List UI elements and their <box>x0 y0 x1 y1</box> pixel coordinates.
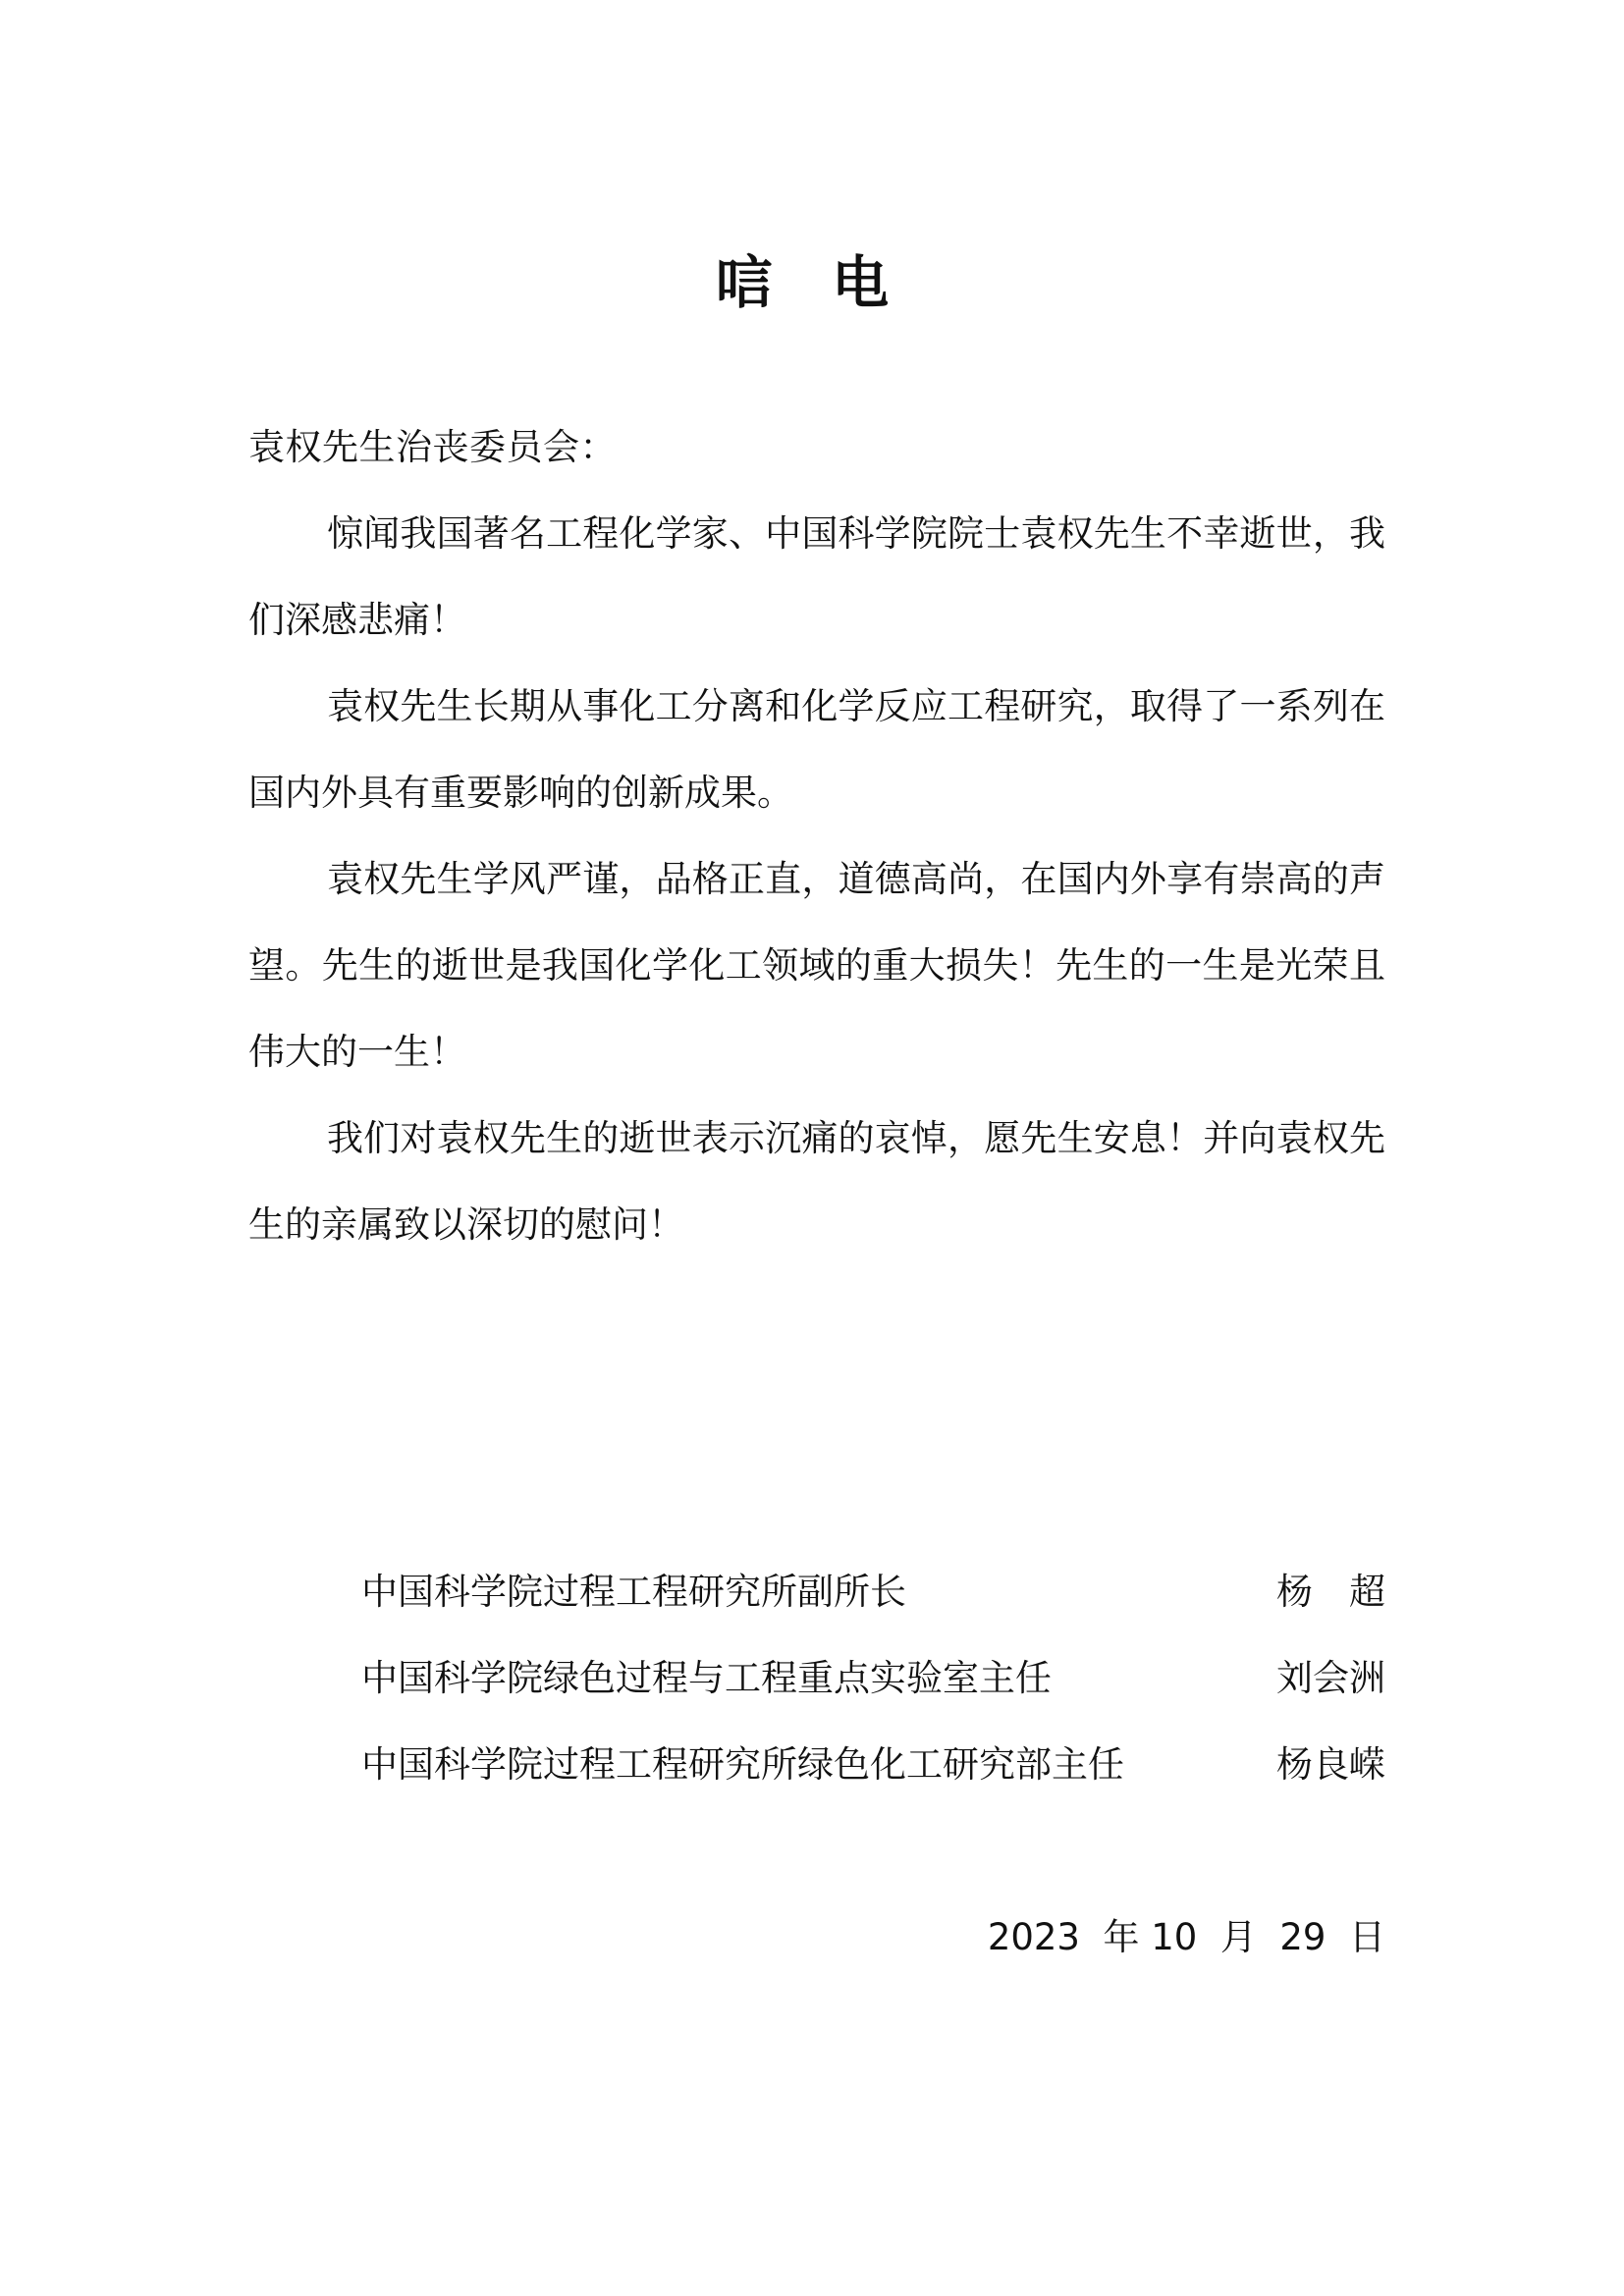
signatory-title: 中国科学院绿色过程与工程重点实验室主任 <box>361 1657 1052 1699</box>
signature-block <box>361 1545 1385 1804</box>
document-title: 唁 电 <box>715 249 909 316</box>
signature-row <box>361 1631 1385 1718</box>
signatory-title: 中国科学院过程工程研究所绿色化工研究部主任 <box>361 1743 1124 1786</box>
body-paragraphs <box>248 491 1385 1268</box>
paragraph-mourning: 我们对袁权先生的逝世表示沉痛的哀悼，愿先生安息！并向袁权先生的亲属致以深切的慰问！ <box>248 1117 1385 1246</box>
signatory-title: 中国科学院过程工程研究所副所长 <box>361 1571 906 1613</box>
signatory-name: 刘会洲 <box>1276 1657 1385 1699</box>
signatory-name: 杨 超 <box>1276 1571 1385 1613</box>
document-date: 2023 年 10 月 29 日 <box>987 1916 1385 1958</box>
signature-row <box>361 1545 1385 1631</box>
paragraph-research: 袁权先生长期从事化工分离和化学反应工程研究，取得了一系列在国内外具有重要影响的创新成果。 <box>248 685 1385 814</box>
paragraph-condolence: 惊闻我国著名工程化学家、中国科学院院士袁权先生不幸逝世，我们深感悲痛！ <box>248 512 1385 641</box>
paragraph-character: 袁权先生学风严谨，品格正直，道德高尚，在国内外享有崇高的声望。先生的逝世是我国化学化工领域的重大损失！先生的一生是光荣且伟大的一生！ <box>248 858 1385 1073</box>
signatory-name: 杨良嵘 <box>1276 1743 1385 1786</box>
signature-row <box>361 1718 1385 1804</box>
salutation: 袁权先生治丧委员会： <box>248 426 617 468</box>
